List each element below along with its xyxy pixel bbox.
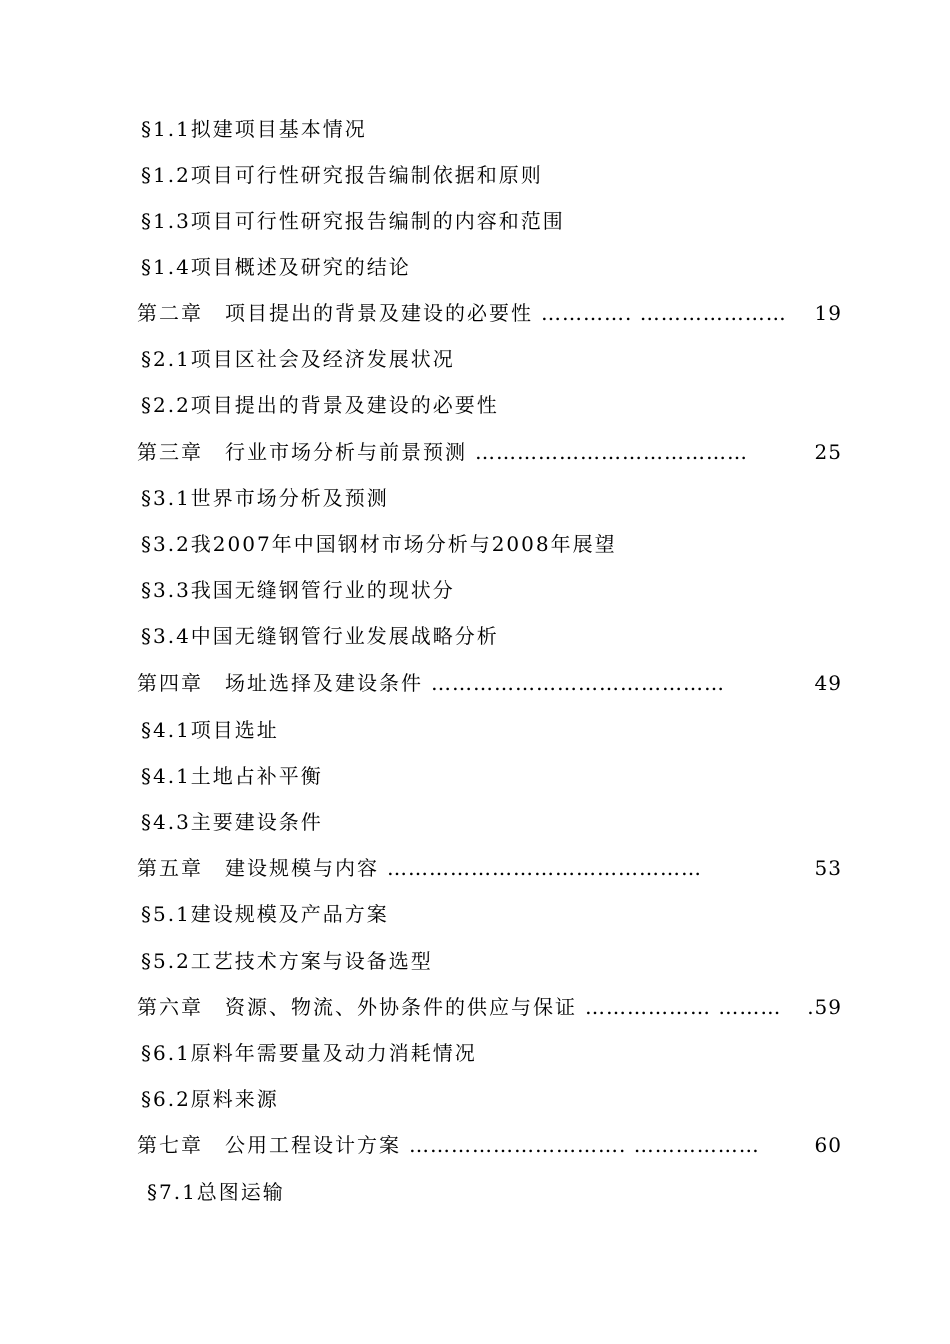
toc-section-6-1: §6.1原料年需要量及动力消耗情况: [141, 1041, 477, 1065]
toc-chapter-4: [137, 668, 842, 698]
page-number: .59: [807, 995, 842, 1019]
toc-section-1-4: §1.4项目概述及研究的结论: [141, 255, 411, 279]
toc-section-3-3: §3.3我国无缝钢管行业的现状分: [141, 578, 455, 602]
toc-chapter-6: [137, 992, 842, 1022]
toc-section-1-3: §1.3项目可行性研究报告编制的内容和范围: [141, 209, 565, 233]
toc-chapter-2: [137, 298, 842, 328]
chapter-title: 第六章 资源、物流、外协条件的供应与保证: [137, 995, 577, 1019]
dot-leader: ……………… ………: [585, 995, 782, 1019]
chapter-title: 第三章 行业市场分析与前景预测: [137, 440, 467, 464]
toc-section-5-1: §5.1建设规模及产品方案: [141, 902, 389, 926]
toc-section-6-2: §6.2原料来源: [141, 1087, 279, 1111]
page-number: 25: [814, 440, 842, 464]
toc-section-2-2: §2.2项目提出的背景及建设的必要性: [141, 393, 499, 417]
dot-leader: ……………………………………: [431, 671, 725, 695]
chapter-title: 第四章 场址选择及建设条件: [137, 671, 423, 695]
toc-chapter-3: [137, 437, 842, 467]
toc-section-4-3: §4.3主要建设条件: [141, 810, 323, 834]
toc-chapter-5: [137, 853, 842, 883]
chapter-title: 第二章 项目提出的背景及建设的必要性: [137, 301, 533, 325]
toc-section-5-2: §5.2工艺技术方案与设备选型: [141, 949, 433, 973]
toc-section-1-2: §1.2项目可行性研究报告编制依据和原则: [141, 163, 543, 187]
toc-section-4-1b: §4.1土地占补平衡: [141, 764, 323, 788]
toc-section-3-4: §3.4中国无缝钢管行业发展战略分析: [141, 624, 499, 648]
chapter-title: 第七章 公用工程设计方案: [137, 1133, 401, 1157]
toc-section-4-1: §4.1项目选址: [141, 718, 279, 742]
dot-leader: …………………………………: [475, 440, 748, 464]
page-number: 60: [814, 1133, 842, 1157]
toc-section-1-1: §1.1拟建项目基本情况: [141, 117, 367, 141]
toc-chapter-7: [137, 1130, 842, 1160]
toc-section-2-1: §2.1项目区社会及经济发展状况: [141, 347, 455, 371]
chapter-title: 第五章 建设规模与内容: [137, 856, 379, 880]
toc-section-3-1: §3.1世界市场分析及预测: [141, 486, 389, 510]
dot-leader: ………………………………………: [387, 856, 702, 880]
toc-section-3-2: §3.2我2007年中国钢材市场分析与2008年展望: [141, 532, 617, 556]
page-number: 49: [814, 671, 842, 695]
dot-leader: …………. …………………: [541, 301, 787, 325]
page-number: 53: [814, 856, 842, 880]
page-number: 19: [814, 301, 842, 325]
dot-leader: …………………………. ………………: [409, 1133, 760, 1157]
toc-section-7-1: §7.1总图运输: [147, 1180, 285, 1204]
